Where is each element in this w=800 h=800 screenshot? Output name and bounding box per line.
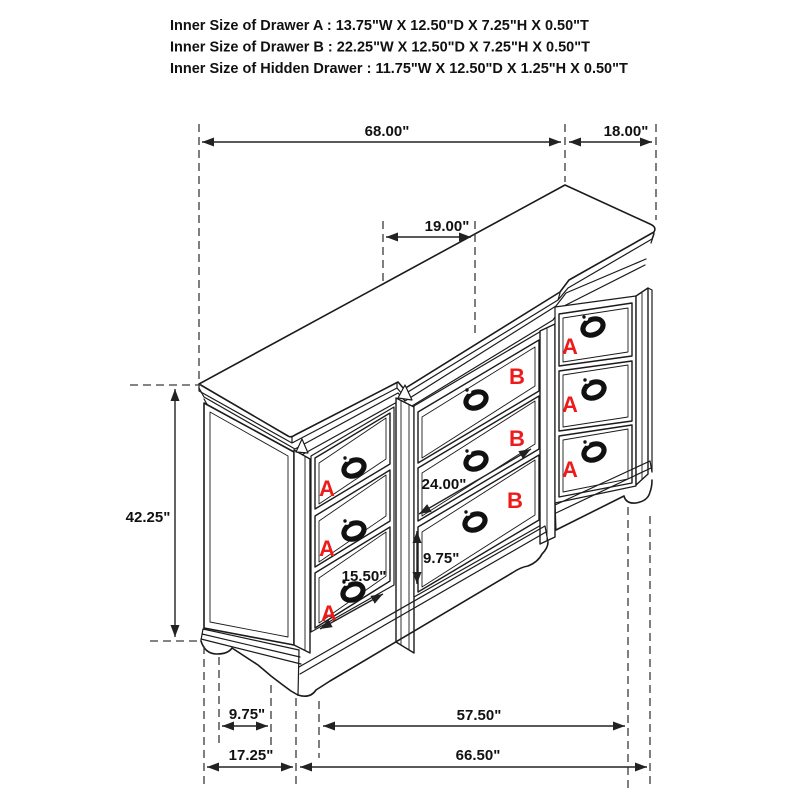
drawer-label-left-1: A [319,476,335,501]
dimension-label-overall-height: 42.25" [125,509,171,526]
drawer-label-middle-2: B [509,426,525,451]
center-stile-right-face [540,324,555,544]
drawer-column-right [555,296,636,503]
dimension-overall-height [126,385,202,641]
dimension-label-base-overall-width: 66.50" [455,747,501,764]
base-left-scallop [201,641,298,695]
title-line-drawer-b: Inner Size of Drawer B : 22.25"W X 12.50"D X 7.25"H X 0.50"T [170,39,590,56]
drawer-label-right-2: A [562,392,578,417]
dimension-label-middle-drawer-width: 24.00" [421,476,467,493]
left-post-finial-icon [296,439,308,453]
right-corner-post [636,234,654,485]
dimension-label-base-inner-width: 57.50" [456,707,502,724]
dimension-label-left-base-width: 17.25" [228,747,274,764]
dimension-label-side-drawer-width: 15.50" [341,568,387,585]
drawer-label-middle-1: B [509,364,525,389]
drawer-label-right-1: A [562,334,578,359]
title-line-drawer-a: Inner Size of Drawer A : 13.75"W X 12.50"D X 7.25"H X 0.50"T [170,18,589,34]
dimension-label-overall-width: 68.00" [364,123,410,140]
left-post-face [294,450,310,653]
left-end-face [204,403,294,645]
dimension-label-top-middle-depth: 19.00" [424,218,470,235]
dimension-label-foot-spacing: 9.75" [228,706,266,723]
title-block [170,18,628,77]
drawer-label-right-3: A [562,457,578,482]
left-corner-post [294,439,310,653]
title-line-hidden-drawer: Inner Size of Hidden Drawer : 11.75"W X 12.50"D X 1.25"H X 0.50"T [170,61,628,77]
right-end-edge [648,234,654,472]
dresser-drawing [199,185,655,696]
dimension-label-middle-drawer-height: 9.75" [423,550,460,567]
drawer-label-left-2: A [319,536,335,561]
dimension-label-end-depth: 18.00" [603,123,649,140]
center-stile-left-face [396,398,414,653]
drawer-column-left [311,407,394,632]
center-stile-right [540,324,555,544]
drawer-label-middle-3: B [507,488,523,513]
left-end-panel [204,403,294,645]
drawer-label-left-3: A [321,601,337,626]
